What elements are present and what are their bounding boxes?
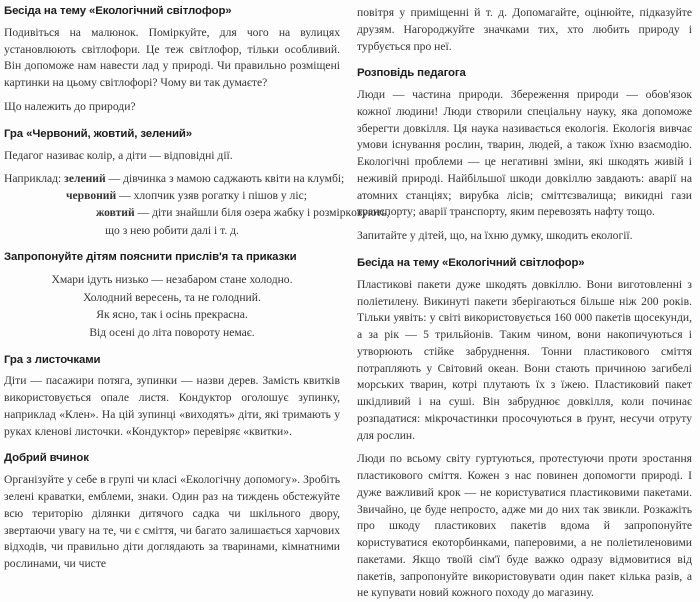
heading-zaproponuite-pryslivia: Запропонуйте дітям пояснити прислів'я та приказки — [4, 251, 297, 264]
heading-hra-z-lystochkamy: Гра з листочками — [4, 353, 101, 366]
example-tail: що з нею робити далі і т. д. — [105, 223, 239, 237]
left-column — [4, 4, 390, 571]
proverb-list — [4, 271, 340, 341]
example-row — [4, 170, 345, 187]
paragraph-hra-z-lystochkamy: Діти — пасажири потяга, зупинки — назви дерев. Замість квитків використовується опале листя. Кондуктор оголошує зупинку, наприклад «Клен». На цій зупинці «виходять» діти, які тримають у руках кленові листочки. «Кондуктор» перевіряє «квитки». — [4, 374, 340, 438]
example-color-yellow: жовтий — [96, 206, 135, 220]
paragraph-zapytaite-u-ditei: Запитайте у дітей, що, на їхню думку, шкодить екології. — [357, 229, 633, 243]
proverb-item: Холодний вересень, та не голодний. — [83, 290, 261, 304]
paragraph-pedahoh-nazyvaie-kolir: Педагог називає колір, а діти — відповідні дії. — [4, 148, 233, 162]
paragraph-svitlofor-intro: Подивіться на малюнок. Поміркуйте, для чого на вулицях установлюють світлофори. Це теж світлофор, тільки особливий. Він допоможе нам навести лад у природі. Чи правильно розміщені картинки на цьому світлофорі? Чому ви так думаєте? — [4, 25, 340, 90]
example-list — [4, 170, 390, 239]
paragraph-shcho-nalezhyt-do-pryrody: Що належить до природи? — [4, 99, 136, 113]
heading-hra-chervonyi-zhovtyi-zelenyi: Гра «Червоний, жовтий, зелений» — [4, 127, 193, 140]
proverb-item: Як ясно, так і осінь прекрасна. — [96, 308, 248, 322]
right-column — [357, 4, 692, 600]
example-color-red: червоний — [66, 189, 117, 203]
proverb-item: Від осені до літа повороту немає. — [89, 325, 255, 339]
example-dash: — — [119, 189, 131, 203]
paragraph-continuation-povitria: повітря у приміщенні й т. д. Допомагайте, оцінюйте, підказуйте друзям. Нагороджуйте значками тих, хто любить природу і турбується про неї. — [357, 6, 692, 53]
example-color-green: зелений — [64, 172, 106, 186]
example-text-yellow: діти знайшли біля озера жабку і розміркoвують, — [152, 206, 390, 220]
heading-dobryi-vchynok: Добрий вчинок — [4, 452, 89, 465]
paragraph-dobryi-vchynok: Організуйте у себе в групі чи класі «Екологічну допомогу». Зробіть зелені краватки, емблеми, знаки. Один раз на тиждень обстежуйте всю територію ділянки дитячого садка чи шкільного двору, звертаючи увагу на те, чи є сміття, чи багато залишається харчових відходів, чи правильно діти доглядають за тваринами, кімнатними рослинами, чи чисте — [4, 473, 340, 571]
proverb-item: Хмари ідуть низько — незабаром стане холодно. — [51, 273, 293, 287]
example-text-green: дівчинка з мамою саджають квіти на клумбі; — [123, 172, 345, 186]
heading-besida-ekologichnyi-svitlofor: Бесіда на тему «Екологічний світлофор» — [4, 5, 232, 17]
example-row — [4, 204, 390, 221]
paragraph-liudy-po-vsomu-svitu: Люди по всьому світу гуртуються, протестуючи проти зростання пластикового сміття. Кожен з нас повинен допомогти природі. І дуже важливий крок — не користуватися пластиковими пакетами. Звичайно, це буде непросто, адже ми до них так звикли. Розкажіть про шкоду пластикових пакетів вдома й запропонуйте користуватися екоторбинками, паперовими, а не поліетиленовими пакетами. Якщо твоїй сім'ї буде важко одразу відмовитися від пакетів, запропонуйте використовувати один пакет кілька разів, а не купувати новий кожного походу до магазину. — [357, 452, 692, 600]
example-dash: — — [108, 172, 121, 186]
example-text-red: хлопчик узяв рогатку і пішов у ліс; — [133, 189, 307, 203]
example-dash: — — [137, 206, 150, 220]
heading-besida-ekologichnyi-svitlofor-right: Бесіда на тему «Екологічний світлофор» — [357, 256, 585, 269]
paragraph-liudy-chastyna-pryrody: Люди — частина природи. Збереження природи — обов'язок кожної людини! Люди створили спеціальну науку, яка допоможе зберегти довкілля. Ця наука називається екологія. Екологія вивчає умови існування рослин, тварин, людей, а також їхню взаємодію. Екологічні проблеми — це негативні зміни, які шкодять живій і неживій природі. Найбільшої шкоди довкіллю завдають: аварії на атомних станціях; вирубка лісів; сміттєзвалища; викидні гази транспорту; аварії транспорту, яким перевозять нафту тощо. — [357, 88, 692, 219]
example-row — [4, 187, 340, 204]
heading-rozpovid-pedahoha: Розповідь педагога — [357, 67, 466, 80]
example-intro-label: Наприклад: — [4, 172, 62, 186]
paragraph-plastykovi-pakety: Пластикові пакети дуже шкодять довкіллю. Вони виготовленні з поліетилену. Викинуті пакети зберігаються більше ніж 200 років. Тільки уявіть: у світі використовується 160 000 пакетів щосекунди, а за рік — 5 трильйонів. Таким чином, вони накопичуються і утворюють стійке забруднення. Тонни пластикового сміття потрапляють у Світовий океан. Вони стають причиною загибелі морських тварин, котрі плутають їх з їжею. Пластиковий пакет шкідливий і на суші. Він забруднює довкілля, коли починає розпадатися: мікрочастинки просочуються в ґрунт, несучи отруту для рослин. — [357, 277, 692, 442]
